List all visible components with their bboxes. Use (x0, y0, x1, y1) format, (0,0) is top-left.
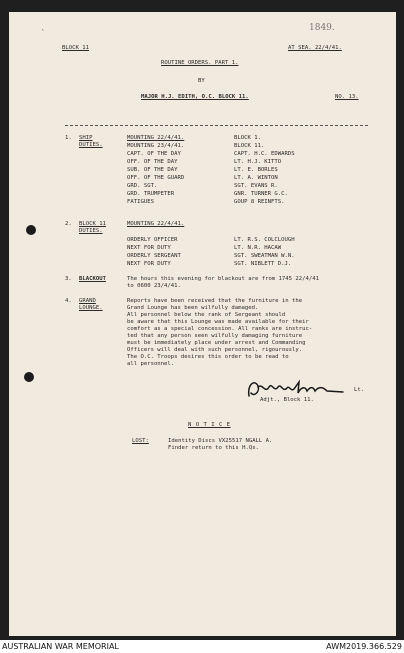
paragraph-line: comfort as a special concession. All ranks are instruc- (127, 326, 313, 332)
notice-text: Finder return to this H.Qs. (168, 445, 259, 451)
duty-assignee: LT. A. WINTON (234, 175, 278, 181)
duty-role: GRD. TRUMPETER (127, 191, 175, 197)
duty-role: OFF. OF THE DAY (127, 159, 178, 165)
section-2-heading: BLOCK 11 (79, 221, 106, 227)
duty-assignee: GNR. TURNER G.C. (234, 191, 288, 197)
paragraph-line: The O.C. Troops desires this order to be read to (127, 354, 289, 360)
duty-assignee: LT. H.J. KITTO (234, 159, 282, 165)
orders-number: NO. 13. (335, 94, 359, 100)
duty-assignee: BLOCK 1. (234, 135, 261, 141)
duty-assignee: CAPT. H.C. EDWARDS (234, 151, 295, 157)
separator-line (65, 125, 368, 126)
footer-archive-name: AUSTRALIAN WAR MEMORIAL (2, 642, 119, 651)
section-1-heading: DUTIES. (79, 142, 103, 148)
notice-label: LOST: (132, 438, 149, 444)
duty-role: MOUNTING 23/4/41. (127, 143, 185, 149)
archive-footer (0, 640, 404, 653)
duty-assignee: SGT. SWEATMAN W.N. (234, 253, 295, 259)
section-3-heading: BLACKOUT (79, 276, 106, 282)
notice-text: Identity Discs VX25517 NGALL A. (168, 438, 273, 444)
duty-role: NEXT FOR DUTY (127, 245, 171, 251)
duty-role: SUB. OF THE DAY (127, 167, 178, 173)
duty-assignee: BLOCK 11. (234, 143, 265, 149)
paragraph-line: All personnel below the rank of Sergeant should (127, 312, 286, 318)
document-location-date: AT SEA. 22/4/41. (288, 45, 342, 51)
duty-assignee: LT. R.S. COLCLOUGH (234, 237, 295, 243)
duty-assignee: LT. N.R. HACAW (234, 245, 282, 251)
footer-reference: AWM2019.366.529 (326, 642, 402, 651)
duty-assignee: LT. E. BORLES (234, 167, 278, 173)
pencil-annotation: 1849. (309, 23, 335, 33)
section-2-heading: DUTIES. (79, 228, 103, 234)
duty-role: GRD. SGT. (127, 183, 158, 189)
duty-role: ORDERLY SERGEANT (127, 253, 181, 259)
notice-heading: N O T I C E (188, 422, 231, 428)
corner-mark: ` (41, 29, 46, 37)
orders-title: ROUTINE ORDERS. PART 1. (161, 60, 239, 66)
duty-assignee: SGT. EVANS R. (234, 183, 278, 189)
section-1-number: 1. (65, 135, 72, 141)
paragraph-line: Reports have been received that the furniture in the (127, 298, 303, 304)
duty-role: CAPT. OF THE DAY (127, 151, 181, 157)
paragraph-line: ted that any person seen wilfully damaging furniture (127, 333, 303, 339)
duty-assignee: SGT. NIBLETT D.J. (234, 261, 292, 267)
duty-role: ORDERLY OFFICER (127, 237, 178, 243)
signature-title: Adjt., Block 11. (260, 397, 314, 403)
paragraph-line: all personnel. (127, 361, 175, 367)
paragraph-line: must be immediately place under arrest and Commanding (127, 340, 306, 346)
section-4-heading: LOUNGE. (79, 305, 103, 311)
section-3-number: 3. (65, 276, 72, 282)
paragraph-line: be aware that this Lounge was made available for their (127, 319, 309, 325)
orders-by: BY (198, 78, 205, 84)
duty-assignee: GOUP 8 REINFTS. (234, 199, 285, 205)
orders-issuer: MAJOR H.J. EDITH, O.C. BLOCK 11. (141, 94, 249, 100)
punch-hole-top (26, 225, 36, 235)
document-reference: BLOCK 11 (62, 45, 89, 51)
blackout-text: The hours this evening for blackout are from 1745 22/4/41 (127, 276, 319, 282)
paragraph-line: Officers will deal with such personnel, rigourously. (127, 347, 303, 353)
duty-role: MOUNTING 22/4/41. (127, 135, 185, 141)
block-duties-mounting: MOUNTING 22/4/41. (127, 221, 185, 227)
duty-role: OFF. OF THE GUARD (127, 175, 185, 181)
section-2-number: 2. (65, 221, 72, 227)
paragraph-line: Grand Lounge has been wilfully damaged. (127, 305, 259, 311)
punch-hole-bottom (24, 372, 34, 382)
section-4-number: 4. (65, 298, 72, 304)
duty-role: NEXT FOR DUTY (127, 261, 171, 267)
signature-rank: Lt. (354, 387, 365, 393)
duty-role: FATIGUES (127, 199, 154, 205)
document-page (9, 12, 396, 636)
section-1-heading: SHIP (79, 135, 93, 141)
section-4-heading: GRAND (79, 298, 96, 304)
blackout-text: to 0600 23/4/41. (127, 283, 181, 289)
